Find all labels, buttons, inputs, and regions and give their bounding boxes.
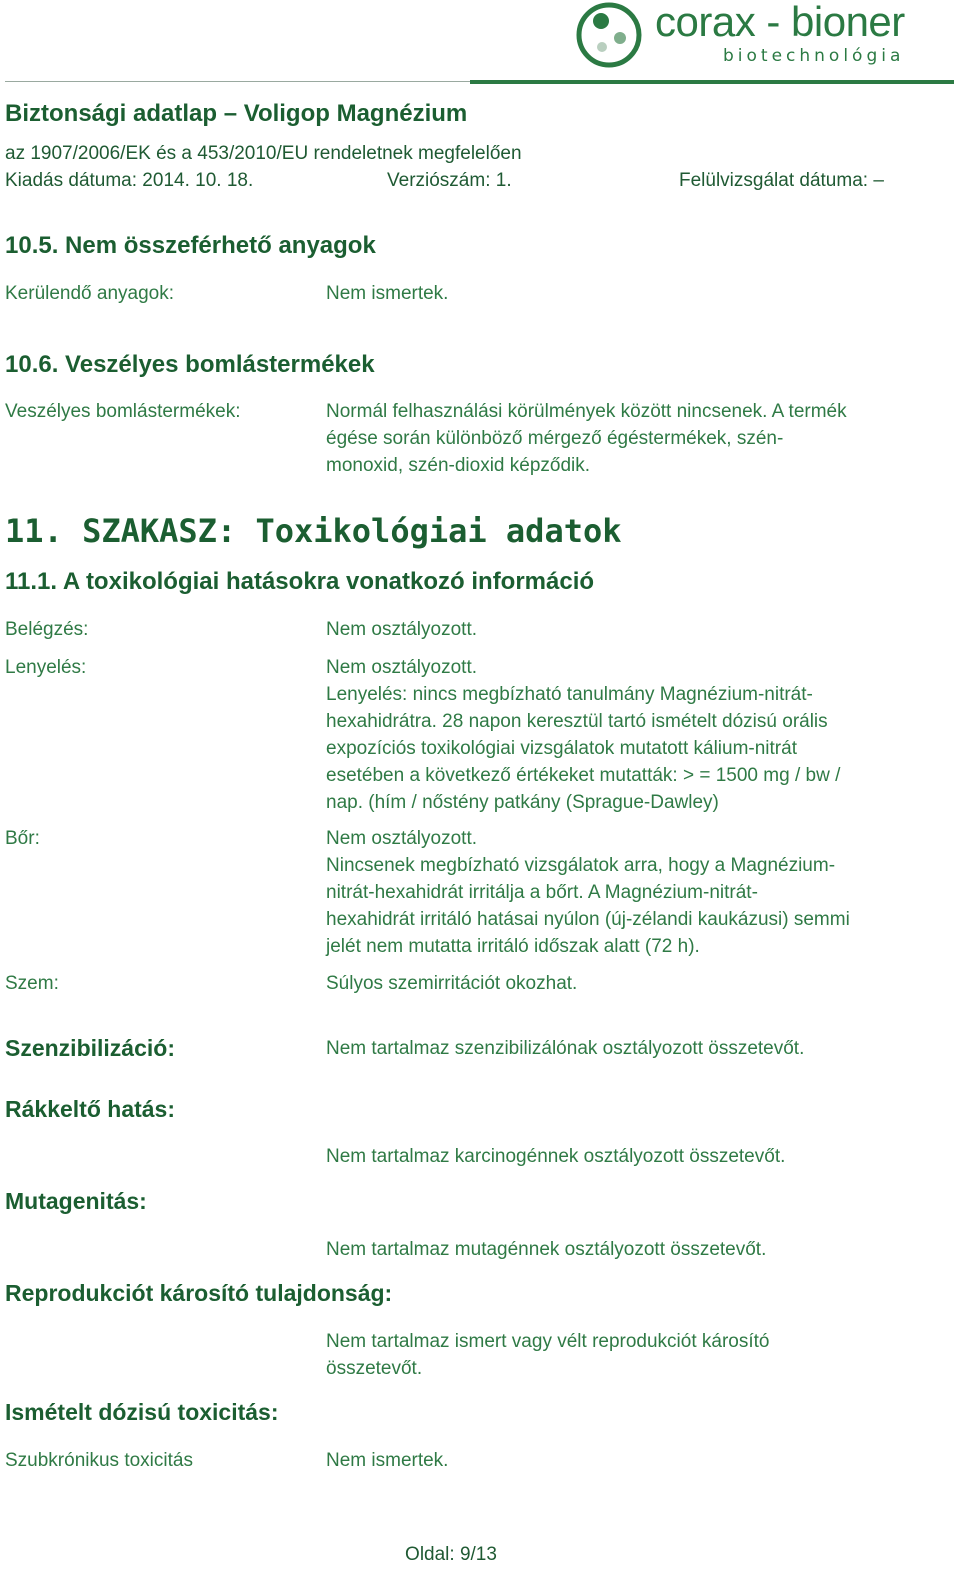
page-number: Oldal: 9/13: [405, 1544, 497, 1565]
text-line: Nem osztályozott.: [326, 828, 477, 849]
text-line: jelét nem mutatta irritáló időszak alatt (72 h).: [326, 936, 700, 957]
text-line: nitrát-hexahidrát irritálja a bőrt. A Magnézium-nitrát-: [326, 882, 758, 903]
decomposition-value: [326, 398, 926, 479]
logo-name: corax - bioner: [655, 0, 905, 45]
text-line: Nem tartalmaz ismert vagy vélt reprodukciót károsító: [326, 1331, 770, 1352]
logo-subtitle: biotechnológia: [723, 46, 905, 66]
section-10-5-heading: 10.5. Nem összeférhető anyagok: [5, 232, 376, 259]
document-title: Biztonsági adatlap – Voligop Magnézium: [5, 100, 468, 127]
section-10-6-heading: 10.6. Veszélyes bomlástermékek: [5, 351, 375, 378]
text-line: monoxid, szén-dioxid képződik.: [326, 455, 591, 476]
inhalation-value: Nem osztályozott.: [326, 619, 477, 640]
inhalation-label: Belégzés:: [5, 619, 89, 640]
decomposition-label: Veszélyes bomlástermékek:: [5, 401, 241, 422]
ingestion-label: Lenyelés:: [5, 657, 87, 678]
company-logo: [575, 0, 955, 72]
text-line: esetében a következő értékeket mutatták: > = 1500 mg / bw /: [326, 765, 841, 786]
repeated-dose-label: Ismételt dózisú toxicitás:: [5, 1399, 279, 1425]
eye-value: Súlyos szemirritációt okozhat.: [326, 973, 578, 994]
text-line: összetevőt.: [326, 1358, 423, 1379]
carcinogenic-label: Rákkeltő hatás:: [5, 1096, 176, 1122]
mutagenicity-label: Mutagenitás:: [5, 1188, 147, 1214]
header-rule-thin: [5, 81, 475, 82]
text-line: nap. (hím / nőstény patkány (Sprague-Dawley): [326, 792, 719, 813]
text-line: hexahidrát irritáló hatásai nyúlon (új-zélandi kaukázusi) semmi: [326, 909, 850, 930]
regulation-text: az 1907/2006/EK és a 453/2010/EU rendeletnek megfelelően: [5, 143, 522, 164]
text-line: hexahidrátra. 28 napon keresztül tartó ismételt dózisú orális: [326, 711, 828, 732]
mutagenicity-value: Nem tartalmaz mutagénnek osztályozott összetevőt.: [326, 1239, 767, 1260]
logo-mark-icon: [575, 1, 643, 69]
skin-value: [326, 825, 926, 960]
reproductive-label: Reprodukciót károsító tulajdonság:: [5, 1280, 393, 1306]
header-rule-thick: [470, 80, 954, 84]
subchronic-value: Nem ismertek.: [326, 1450, 449, 1471]
issue-date: Kiadás dátuma: 2014. 10. 18.: [5, 170, 254, 191]
avoid-materials-value: Nem ismertek.: [326, 283, 449, 304]
text-line: égése során különböző mérgező égéstermékek, szén-: [326, 428, 784, 449]
ingestion-value: [326, 654, 926, 816]
section-11-1-heading: 11.1. A toxikológiai hatásokra vonatkozó információ: [5, 568, 595, 595]
skin-label: Bőr:: [5, 828, 40, 849]
subchronic-label: Szubkrónikus toxicitás: [5, 1450, 193, 1471]
eye-label: Szem:: [5, 973, 59, 994]
carcinogenic-value: Nem tartalmaz karcinogénnek osztályozott összetevőt.: [326, 1146, 786, 1167]
avoid-materials-label: Kerülendő anyagok:: [5, 283, 175, 304]
text-line: Normál felhasználási körülmények között nincsenek. A termék: [326, 401, 847, 422]
text-line: Nincsenek megbízható vizsgálatok arra, hogy a Magnézium-: [326, 855, 836, 876]
text-line: expozíciós toxikológiai vizsgálatok mutatott kálium-nitrát: [326, 738, 797, 759]
reproductive-value: [326, 1328, 926, 1382]
sensitization-value: Nem tartalmaz szenzibilizálónak osztályozott összetevőt.: [326, 1038, 805, 1059]
review-date: Felülvizsgálat dátuma: –: [679, 170, 884, 191]
section-11-heading: 11. SZAKASZ: Toxikológiai adatok: [5, 512, 622, 550]
sensitization-label: Szenzibilizáció:: [5, 1035, 175, 1061]
text-line: Lenyelés: nincs megbízható tanulmány Magnézium-nitrát-: [326, 684, 813, 705]
version-number: Verziószám: 1.: [387, 170, 512, 191]
text-line: Nem osztályozott.: [326, 657, 477, 678]
